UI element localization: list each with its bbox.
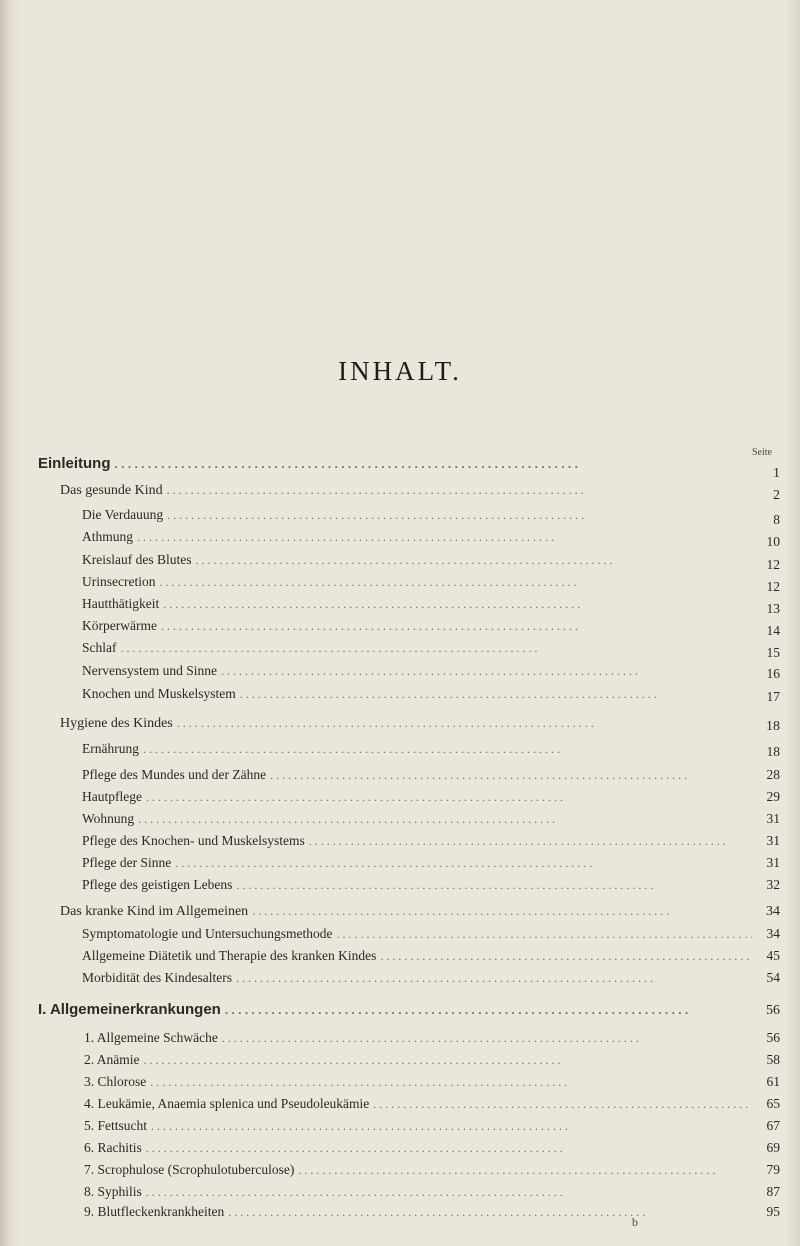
toc-leader-dots: [222, 1031, 752, 1046]
page-title: INHALT.: [338, 356, 462, 386]
toc-entry: [82, 833, 780, 853]
toc-leader-dots: [138, 812, 752, 827]
toc-entry-label: Allgemeine Diätetik und Therapie des kranken Kindes: [82, 948, 377, 963]
toc-entry-page: 54: [766, 970, 780, 985]
toc-leader-dots: [150, 1075, 752, 1090]
toc-entry-page: 14: [766, 623, 780, 638]
toc-leader-dots: [146, 790, 752, 805]
toc-entry-label: Die Verdauung: [82, 507, 164, 522]
toc-entry-page: 34: [766, 926, 780, 941]
toc-leader-dots: [137, 530, 752, 545]
toc-entry: [82, 663, 780, 683]
toc-entry-page: 34: [766, 904, 780, 919]
toc-entry-label: Einleitung: [38, 455, 111, 472]
toc-entry: [82, 811, 780, 831]
toc-entry-page: 2: [773, 488, 780, 503]
toc-entry-page: 10: [766, 534, 780, 549]
toc-entry-label: Athmung: [82, 529, 134, 544]
toc-entry-label: Hygiene des Kindes: [60, 716, 173, 731]
toc-entry-page: 28: [766, 767, 780, 782]
toc-entry: [82, 596, 780, 616]
toc-entry-label: Das kranke Kind im Allgemeinen: [60, 904, 249, 919]
toc-entry-label: Kreislauf des Blutes: [82, 552, 192, 567]
toc-leader-dots: [163, 597, 752, 612]
toc-leader-dots: [225, 1003, 752, 1017]
toc-leader-dots: [146, 1141, 752, 1156]
toc-entry-label: 9. Blutfleckenkrankheiten: [84, 1204, 225, 1219]
toc-entry: [82, 926, 780, 946]
toc-entry-page: 1: [773, 466, 780, 481]
toc-entry-label: Knochen und Muskelsystem: [82, 686, 236, 701]
toc-leader-dots: [167, 483, 752, 498]
toc-entry: [60, 904, 780, 924]
toc-entry: [82, 855, 780, 875]
toc-entry-page: 61: [766, 1074, 780, 1089]
toc-leader-dots: [175, 856, 752, 871]
toc-entry-page: 15: [766, 645, 780, 660]
toc-entry-page: 79: [766, 1162, 780, 1177]
toc-entry-page: 95: [766, 1204, 780, 1219]
toc-entry: [82, 877, 780, 897]
signature-mark: b: [632, 1215, 638, 1229]
toc-entry-page: 18: [766, 719, 780, 734]
toc-entry-label: Pflege des Knochen- und Muskelsystems: [82, 833, 305, 848]
toc-entry-label: 1. Allgemeine Schwäche: [84, 1030, 218, 1045]
toc-entry-label: 8. Syphilis: [84, 1184, 142, 1199]
toc-leader-dots: [380, 949, 752, 964]
toc-entry-label: Symptomatologie und Untersuchungsmethode: [82, 926, 333, 941]
toc-entry-page: 69: [766, 1140, 780, 1155]
toc-entry-page: 16: [766, 666, 780, 681]
toc-leader-dots: [309, 834, 752, 849]
toc-entry: [82, 552, 780, 572]
toc-leader-dots: [221, 664, 752, 679]
toc-entry-label: Schlaf: [82, 640, 117, 655]
toc-entry: [84, 1162, 780, 1182]
toc-entry: [82, 574, 780, 594]
toc-entry-label: Wohnung: [82, 811, 135, 826]
toc-entry-page: 32: [766, 877, 780, 892]
toc-entry-page: 13: [766, 601, 780, 616]
toc-entry-label: Urinsecretion: [82, 574, 156, 589]
toc-entry: [84, 1096, 780, 1116]
toc-entry-page: 56: [766, 1030, 780, 1045]
toc-entry: [60, 483, 780, 503]
toc-entry-page: 12: [766, 579, 780, 594]
toc-entry-label: Ernährung: [82, 741, 139, 756]
toc-entry-page: 8: [773, 512, 780, 527]
seite-column-label: Seite: [752, 447, 772, 458]
toc-entry-label: 6. Rachitis: [84, 1140, 142, 1155]
toc-entry-label: Pflege des Mundes und der Zähne: [82, 767, 267, 782]
toc-entry-page: 29: [766, 789, 780, 804]
toc-entry-label: 2. Anämie: [84, 1052, 140, 1067]
toc-entry: [38, 1001, 780, 1021]
toc-leader-dots: [252, 904, 752, 919]
toc-leader-dots: [195, 553, 752, 568]
toc-leader-dots: [373, 1097, 752, 1112]
toc-entry: [82, 741, 780, 761]
toc-leader-dots: [228, 1205, 752, 1220]
toc-entry-page: 31: [766, 811, 780, 826]
toc-entry: [84, 1074, 780, 1094]
toc-leader-dots: [240, 687, 752, 702]
toc-entry: [84, 1184, 780, 1204]
toc-entry-label: I. Allgemeinerkrankungen: [38, 1001, 221, 1018]
toc-entry-label: Das gesunde Kind: [60, 483, 163, 498]
toc-entry-page: 87: [766, 1184, 780, 1199]
toc-entry: [82, 970, 780, 990]
toc-entry-label: 7. Scrophulose (Scrophulotuberculose): [84, 1162, 295, 1177]
toc-entry-page: 17: [766, 689, 780, 704]
toc-leader-dots: [236, 971, 752, 986]
toc-entry-page: 31: [766, 833, 780, 848]
toc-entry: [82, 948, 780, 968]
toc-entry: [60, 716, 780, 736]
toc-entry-label: 5. Fettsucht: [84, 1118, 147, 1133]
toc-entry-page: 56: [766, 1003, 780, 1018]
toc-entry: [84, 1052, 780, 1072]
toc-entry-page: 67: [766, 1118, 780, 1133]
toc-leader-dots: [167, 508, 752, 523]
toc-entry-label: Körperwärme: [82, 618, 157, 633]
toc-entry: [82, 507, 780, 527]
toc-entry-page: 45: [766, 948, 780, 963]
toc-leader-dots: [121, 641, 753, 656]
toc-leader-dots: [177, 716, 752, 731]
scan-edge-left: [0, 0, 18, 1246]
toc-entry-label: Pflege der Sinne: [82, 855, 172, 870]
toc-entry: [82, 640, 780, 660]
toc-entry-label: Hautpflege: [82, 789, 142, 804]
toc-entry: [82, 767, 780, 787]
toc-entry-page: 18: [766, 744, 780, 759]
toc-leader-dots: [151, 1119, 752, 1134]
toc-entry: [82, 789, 780, 809]
toc-entry-page: 12: [766, 557, 780, 572]
toc-entry-page: 65: [766, 1096, 780, 1111]
toc-leader-dots: [336, 927, 752, 942]
toc-leader-dots: [143, 742, 752, 757]
toc-leader-dots: [159, 575, 752, 590]
toc-leader-dots: [115, 457, 753, 471]
toc-leader-dots: [298, 1163, 752, 1178]
toc-entry: [84, 1204, 780, 1224]
toc-entry: [82, 529, 780, 549]
toc-leader-dots: [146, 1185, 752, 1200]
scan-edge-right: [786, 0, 800, 1246]
toc-entry-label: Hautthätigkeit: [82, 596, 160, 611]
toc-entry-label: Morbidität des Kindesalters: [82, 970, 232, 985]
toc-entry: [84, 1118, 780, 1138]
toc-leader-dots: [161, 619, 752, 634]
toc-entry-label: Nervensystem und Sinne: [82, 663, 217, 678]
toc-leader-dots: [144, 1053, 753, 1068]
toc-entry: [82, 686, 780, 706]
toc-leader-dots: [236, 878, 752, 893]
toc-entry-page: 58: [766, 1052, 780, 1067]
toc-leader-dots: [270, 768, 752, 783]
toc-entry-page: 31: [766, 855, 780, 870]
toc-entry: [82, 618, 780, 638]
toc-entry-label: 3. Chlorose: [84, 1074, 147, 1089]
toc-entry: [84, 1140, 780, 1160]
toc-entry: [84, 1030, 780, 1050]
toc-entry: [38, 455, 780, 481]
toc-entry-label: Pflege des geistigen Lebens: [82, 877, 233, 892]
toc-entry-label: 4. Leukämie, Anaemia splenica und Pseudoleukämie: [84, 1096, 370, 1111]
